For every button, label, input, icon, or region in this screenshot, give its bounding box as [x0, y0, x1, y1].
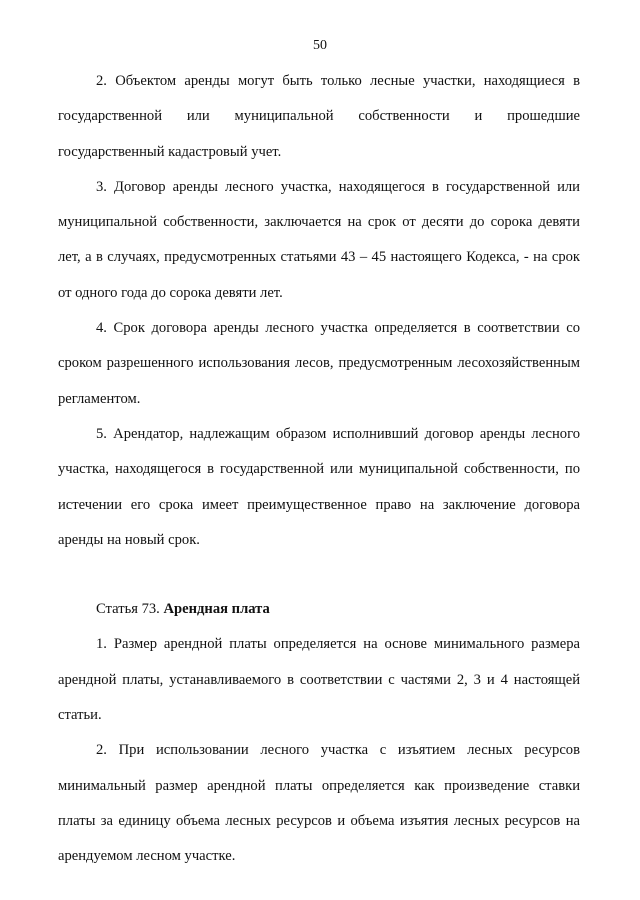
article-73-paragraph-2: 2. При использовании лесного участка с изъятием лесных ресурсов минимальный размер арендной платы определяется как произведение ставки платы за единицу объема лесных ресурсов и объема изъятия лесных ресурсов на арендуемом лесном участке. [58, 742, 580, 865]
paragraph-4: 4. Срок договора аренды лесного участка определяется в соответствии со сроком разрешенного использования лесов, предусмотренным лесохозяйственным регламентом. [58, 320, 580, 407]
article-title: Арендная плата [163, 601, 270, 618]
article-number: Статья 73. [96, 601, 164, 618]
article-heading [58, 592, 580, 627]
article-73-paragraph-1: 1. Размер арендной платы определяется на основе минимального размера арендной платы, устанавливаемого в соответствии с частями 2, 3 и 4 настоящей статьи. [58, 636, 580, 724]
page-number: 50 [313, 38, 327, 53]
paragraph-5: 5. Арендатор, надлежащим образом исполнивший договор аренды лесного участка, находящегося в государственной или муниципальной собственности, по истечении его срока имеет преимущественное право на заключение договора аренды на новый срок. [58, 425, 580, 548]
document-body [58, 64, 580, 875]
paragraph-2: 2. Объектом аренды могут быть только лесные участки, находящиеся в государственной или муниципальной собственности и прошедшие государственный кадастровый учет. [58, 73, 580, 160]
paragraph-3: 3. Договор аренды лесного участка, находящегося в государственной или муниципальной собственности, заключается на срок от десяти до сорока девяти лет, а в случаях, предусмотренных статьями 43 – 45 настоящего Кодекса, - на срок от одного года до сорока девяти лет. [58, 178, 580, 301]
